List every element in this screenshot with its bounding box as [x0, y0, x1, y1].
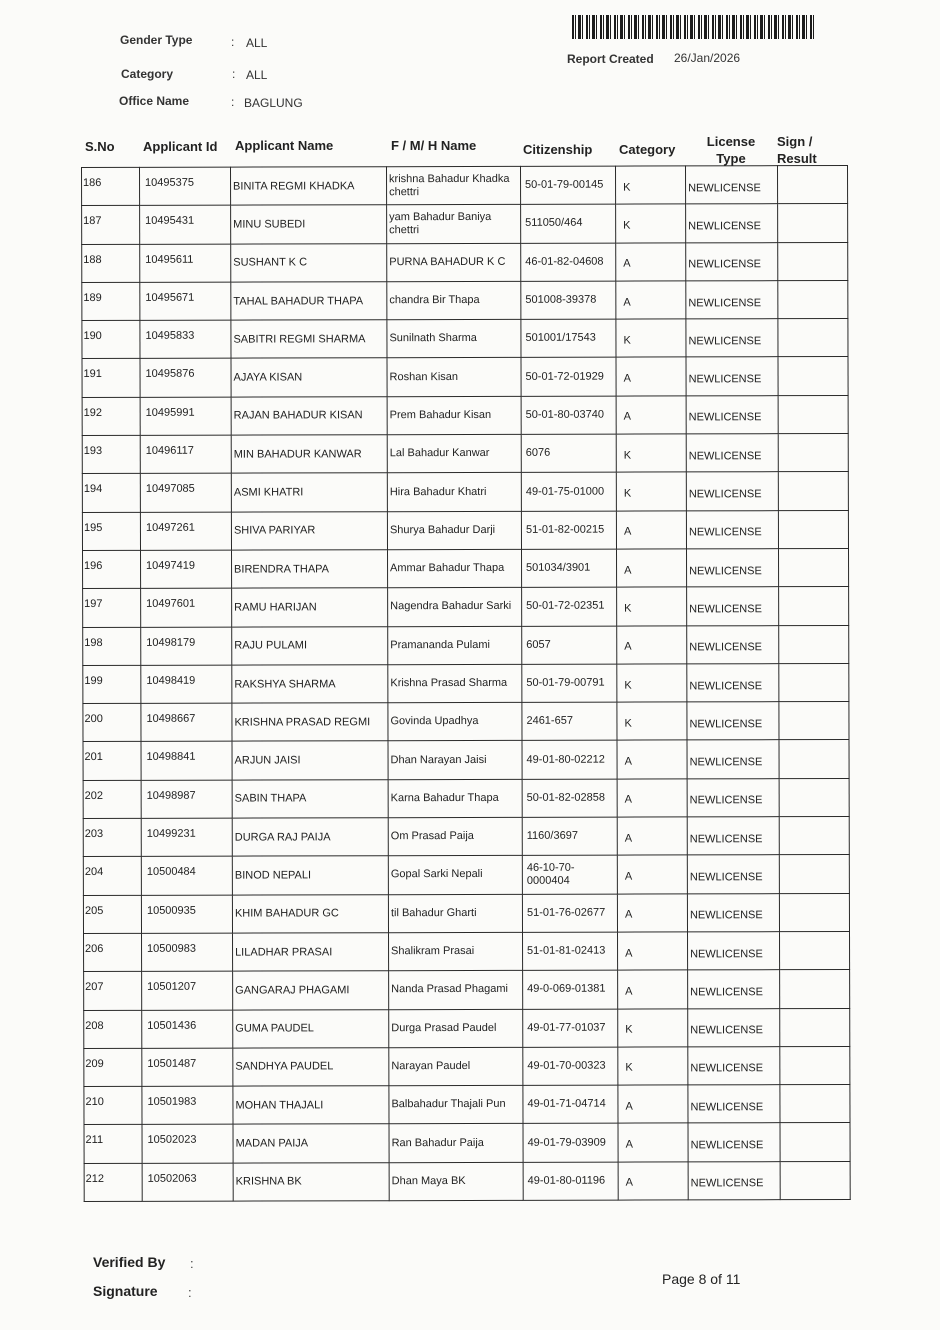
citizenship-cell: 46-10-70-0000404: [522, 855, 617, 894]
citizenship-cell: 46-01-82-04608: [521, 243, 616, 282]
table-row: [82, 434, 848, 474]
license-type-cell: NEWLICENSE: [688, 1047, 780, 1086]
license-type-cell: NEWLICENSE: [687, 740, 779, 779]
applicant-id-cell: 10497085: [140, 473, 231, 512]
sign-result-cell: [780, 970, 850, 1008]
sign-result-cell: [779, 625, 849, 663]
applicant-id-cell: 10499231: [141, 818, 232, 857]
applicant-id-cell: 10498419: [141, 665, 232, 704]
col-head-license-line2: Type: [716, 151, 746, 166]
fmh-name-cell: Ammar Bahadur Thapa: [388, 549, 522, 588]
fmh-name-cell: Prem Bahadur Kisan: [387, 396, 521, 435]
serial-number-cell: 188: [82, 244, 140, 282]
fmh-name-cell: Nanda Prasad Phagami: [389, 971, 523, 1010]
col-head-license-type: [700, 133, 762, 167]
applicant-name-cell: SUSHANT K C: [231, 243, 387, 282]
applicant-name-cell: GANGARAJ PHAGAMI: [233, 971, 389, 1010]
serial-number-cell: 206: [84, 933, 142, 971]
category-colon: :: [232, 67, 236, 81]
sign-result-cell: [780, 931, 850, 969]
table-row: [82, 204, 848, 244]
applicant-id-cell: 10495611: [140, 244, 231, 283]
office-name-colon: :: [231, 95, 235, 109]
applicant-name-cell: KRISHNA BK: [233, 1162, 389, 1201]
category-cell: A: [618, 1085, 688, 1123]
category-cell: A: [618, 970, 688, 1008]
sign-result-cell: [779, 778, 849, 816]
license-type-cell: NEWLICENSE: [686, 510, 778, 549]
license-type-cell: NEWLICENSE: [687, 664, 779, 703]
applicant-id-cell: 10498179: [141, 627, 232, 666]
fmh-name-cell: Dhan Narayan Jaisi: [388, 741, 522, 780]
category-cell: K: [617, 702, 687, 740]
category-cell: A: [616, 281, 686, 319]
license-type-cell: NEWLICENSE: [686, 204, 778, 243]
citizenship-cell: 50-01-72-01929: [521, 358, 616, 397]
fmh-name-cell: Nagendra Bahadur Sarki: [388, 588, 522, 627]
applicant-name-cell: MADAN PAIJA: [233, 1124, 389, 1163]
citizenship-cell: 50-01-72-02351: [522, 587, 617, 626]
gender-type-colon: :: [231, 35, 235, 49]
gender-type-value: ALL: [246, 36, 268, 50]
citizenship-cell: 51-01-82-00215: [521, 511, 616, 550]
fmh-name-cell: Dhan Maya BK: [389, 1162, 523, 1201]
applicant-name-cell: RAKSHYA SHARMA: [232, 665, 388, 704]
fmh-name-cell: chandra Bir Thapa: [387, 281, 521, 320]
serial-number-cell: 203: [83, 818, 141, 856]
fmh-name-cell: til Bahadur Gharti: [388, 894, 522, 933]
serial-number-cell: 186: [82, 167, 140, 205]
sign-result-cell: [780, 1085, 850, 1123]
applicant-table: [81, 165, 851, 1202]
fmh-name-cell: Karna Bahadur Thapa: [388, 779, 522, 818]
serial-number-cell: 202: [83, 780, 141, 818]
fmh-name-cell: Durga Prasad Paudel: [389, 1009, 523, 1048]
category-cell: A: [616, 357, 686, 395]
license-type-cell: NEWLICENSE: [686, 472, 778, 511]
serial-number-cell: 199: [83, 665, 141, 703]
table-row: [83, 893, 849, 933]
category-cell: A: [617, 817, 687, 855]
serial-number-cell: 207: [84, 972, 142, 1010]
category-cell: A: [616, 396, 686, 434]
table-row: [83, 663, 849, 703]
category-cell: K: [616, 204, 686, 242]
applicant-name-cell: MIN BAHADUR KANWAR: [231, 435, 387, 474]
applicant-id-cell: 10502063: [142, 1163, 233, 1202]
gender-type-label: Gender Type: [120, 33, 193, 47]
citizenship-cell: 49-01-75-01000: [521, 472, 616, 511]
citizenship-cell: 501034/3901: [522, 549, 617, 588]
license-type-cell: NEWLICENSE: [686, 242, 778, 281]
citizenship-cell: 6057: [522, 626, 617, 665]
license-type-cell: NEWLICENSE: [688, 932, 780, 971]
category-cell: K: [615, 166, 685, 204]
sign-result-cell: [780, 1161, 850, 1199]
serial-number-cell: 189: [82, 282, 140, 320]
sign-result-cell: [778, 510, 848, 548]
fmh-name-cell: Hira Bahadur Khatri: [387, 473, 521, 512]
citizenship-cell: 511050/464: [521, 204, 616, 243]
fmh-name-cell: Balbahadur Thajali Pun: [389, 1085, 523, 1124]
table-row: [84, 931, 850, 971]
citizenship-cell: 6076: [521, 434, 616, 473]
license-type-cell: NEWLICENSE: [688, 970, 780, 1009]
applicant-id-cell: 10501487: [142, 1048, 233, 1087]
fmh-name-cell: Shalikram Prasai: [389, 932, 523, 971]
table-row: [82, 510, 848, 550]
category-cell: A: [618, 1123, 688, 1161]
page-number: Page 8 of 11: [662, 1271, 741, 1287]
license-type-cell: NEWLICENSE: [687, 587, 779, 626]
sign-result-cell: [779, 702, 849, 740]
col-head-sign-line1: Sign /: [777, 134, 813, 149]
applicant-id-cell: 10501983: [142, 1086, 233, 1125]
license-type-cell: NEWLICENSE: [685, 166, 777, 205]
applicant-id-cell: 10497261: [140, 512, 231, 551]
license-type-cell: NEWLICENSE: [686, 319, 778, 358]
report-created-label: Report Created: [567, 52, 654, 66]
applicant-name-cell: KRISHNA PRASAD REGMI: [232, 703, 388, 742]
applicant-id-cell: 10498987: [141, 780, 232, 819]
serial-number-cell: 190: [82, 321, 140, 359]
license-type-cell: NEWLICENSE: [688, 1123, 780, 1162]
serial-number-cell: 196: [83, 550, 141, 588]
fmh-name-cell: Krishna Prasad Sharma: [388, 664, 522, 703]
category-cell: K: [616, 434, 686, 472]
sign-result-cell: [779, 663, 849, 701]
office-name-label: Office Name: [119, 94, 190, 108]
sign-result-cell: [777, 165, 847, 203]
applicant-id-cell: 10495991: [140, 397, 231, 436]
category-cell: K: [617, 664, 687, 702]
citizenship-cell: 51-01-81-02413: [523, 932, 618, 971]
table-row: [84, 1161, 850, 1201]
license-type-cell: NEWLICENSE: [687, 817, 779, 856]
fmh-name-cell: krishna Bahadur Khadka chettri: [387, 166, 521, 205]
license-type-cell: NEWLICENSE: [686, 281, 778, 320]
applicant-id-cell: 10495431: [140, 205, 231, 244]
license-type-cell: NEWLICENSE: [687, 549, 779, 588]
serial-number-cell: 210: [84, 1086, 142, 1124]
report-created-date: 26/Jan/2026: [674, 51, 741, 65]
sign-result-cell: [778, 395, 848, 433]
table-row: [82, 395, 848, 435]
fmh-name-cell: Ran Bahadur Paija: [389, 1124, 523, 1163]
applicant-name-cell: SABITRI REGMI SHARMA: [231, 320, 387, 359]
sign-result-cell: [780, 1008, 850, 1046]
table-row: [83, 625, 849, 665]
license-type-cell: NEWLICENSE: [687, 855, 779, 894]
category-cell: A: [617, 855, 687, 893]
license-type-cell: NEWLICENSE: [686, 395, 778, 434]
category-cell: K: [618, 1008, 688, 1046]
applicant-name-cell: BINITA REGMI KHADKA: [231, 167, 387, 206]
fmh-name-cell: Om Prasad Paija: [388, 817, 522, 856]
category-cell: A: [617, 549, 687, 587]
category-cell: A: [617, 625, 687, 663]
serial-number-cell: 187: [82, 206, 140, 244]
applicant-id-cell: 10500983: [142, 933, 233, 972]
applicant-name-cell: SANDHYA PAUDEL: [233, 1048, 389, 1087]
applicant-name-cell: KHIM BAHADUR GC: [232, 894, 388, 933]
applicant-id-cell: 10495375: [140, 167, 231, 206]
sign-result-cell: [780, 1046, 850, 1084]
fmh-name-cell: PURNA BAHADUR K C: [387, 243, 521, 282]
serial-number-cell: 205: [83, 895, 141, 933]
applicant-id-cell: 10502023: [142, 1125, 233, 1164]
col-head-sign-line2: Result: [777, 151, 817, 166]
fmh-name-cell: Pramananda Pulami: [388, 626, 522, 665]
table-row: [83, 548, 849, 588]
fmh-name-cell: Narayan Paudel: [389, 1047, 523, 1086]
applicant-name-cell: BIRENDRA THAPA: [232, 550, 388, 589]
license-type-cell: NEWLICENSE: [687, 625, 779, 664]
barcode: [572, 15, 815, 39]
sign-result-cell: [779, 855, 849, 893]
fmh-name-cell: Roshan Kisan: [387, 358, 521, 397]
applicant-id-cell: 10500935: [141, 895, 232, 934]
citizenship-cell: 49-01-80-01196: [523, 1162, 618, 1201]
category-cell: K: [616, 319, 686, 357]
table-row: [84, 1123, 850, 1163]
sign-result-cell: [779, 548, 849, 586]
applicant-id-cell: 10498841: [141, 742, 232, 781]
citizenship-cell: 51-01-76-02677: [522, 894, 617, 933]
table-row: [83, 740, 849, 780]
serial-number-cell: 195: [82, 512, 140, 550]
col-head-applicant-id: Applicant Id: [143, 139, 218, 154]
serial-number-cell: 193: [82, 435, 140, 473]
applicant-name-cell: TAHAL BAHADUR THAPA: [231, 282, 387, 321]
serial-number-cell: 198: [83, 627, 141, 665]
serial-number-cell: 209: [84, 1048, 142, 1086]
license-type-cell: NEWLICENSE: [688, 1085, 780, 1124]
sign-result-cell: [779, 817, 849, 855]
serial-number-cell: 208: [84, 1010, 142, 1048]
license-type-cell: NEWLICENSE: [687, 778, 779, 817]
sign-result-cell: [778, 357, 848, 395]
applicant-name-cell: AJAYA KISAN: [231, 358, 387, 397]
license-type-cell: NEWLICENSE: [688, 1008, 780, 1047]
citizenship-cell: 50-01-79-00791: [522, 664, 617, 703]
table-row: [84, 1008, 850, 1048]
table-row: [83, 817, 849, 857]
col-head-category: Category: [619, 142, 676, 157]
serial-number-cell: 204: [83, 857, 141, 895]
table-row: [84, 1085, 850, 1125]
serial-number-cell: 191: [82, 359, 140, 397]
applicant-id-cell: 10496117: [140, 435, 231, 474]
applicant-name-cell: RAJU PULAMI: [232, 626, 388, 665]
sign-result-cell: [778, 204, 848, 242]
office-name-value: BAGLUNG: [244, 96, 303, 110]
category-cell: A: [616, 243, 686, 281]
license-type-cell: NEWLICENSE: [688, 1161, 780, 1200]
citizenship-cell: 49-01-79-03909: [523, 1124, 618, 1163]
sign-result-cell: [778, 472, 848, 510]
table-row: [83, 587, 849, 627]
citizenship-cell: 50-01-80-03740: [521, 396, 616, 435]
serial-number-cell: 211: [84, 1125, 142, 1163]
sign-result-cell: [779, 893, 849, 931]
category-cell: K: [617, 587, 687, 625]
applicant-name-cell: SABIN THAPA: [232, 779, 388, 818]
license-type-cell: NEWLICENSE: [687, 702, 779, 741]
serial-number-cell: 201: [83, 742, 141, 780]
citizenship-cell: 49-01-70-00323: [523, 1047, 618, 1086]
sign-result-cell: [778, 242, 848, 280]
serial-number-cell: 212: [84, 1163, 142, 1201]
table-row: [82, 242, 848, 282]
table-row: [84, 1046, 850, 1086]
applicant-id-cell: 10498667: [141, 703, 232, 742]
category-cell: K: [616, 472, 686, 510]
applicant-id-cell: 10501207: [142, 971, 233, 1010]
sign-result-cell: [779, 740, 849, 778]
applicant-id-cell: 10495671: [140, 282, 231, 321]
table-row: [82, 280, 848, 320]
applicant-name-cell: RAJAN BAHADUR KISAN: [231, 396, 387, 435]
fmh-name-cell: yam Bahadur Baniya chettri: [387, 205, 521, 244]
table-row: [84, 970, 850, 1010]
applicant-id-cell: 10497601: [141, 588, 232, 627]
col-head-sno: S.No: [85, 139, 115, 154]
category-cell: A: [617, 740, 687, 778]
citizenship-cell: 49-0-069-01381: [523, 970, 618, 1009]
sign-result-cell: [778, 319, 848, 357]
applicant-name-cell: ARJUN JAISI: [232, 741, 388, 780]
applicant-id-cell: 10497419: [141, 550, 232, 589]
license-type-cell: NEWLICENSE: [687, 893, 779, 932]
applicant-name-cell: RAMU HARIJAN: [232, 588, 388, 627]
sign-result-cell: [778, 280, 848, 318]
serial-number-cell: 194: [82, 474, 140, 512]
category-value: ALL: [246, 68, 268, 82]
license-type-cell: NEWLICENSE: [686, 357, 778, 396]
applicant-name-cell: SHIVA PARIYAR: [231, 511, 387, 550]
signature-label: Signature: [93, 1283, 158, 1299]
col-head-sign-result: [777, 133, 817, 167]
applicant-id-cell: 10495833: [140, 320, 231, 359]
col-head-citizenship: Citizenship: [523, 142, 593, 157]
category-cell: A: [616, 511, 686, 549]
applicant-name-cell: BINOD NEPALI: [232, 856, 388, 895]
citizenship-cell: 49-01-71-04714: [523, 1085, 618, 1124]
citizenship-cell: 49-01-80-02212: [522, 741, 617, 780]
verified-by-label: Verified By: [93, 1254, 166, 1270]
citizenship-cell: 1160/3697: [522, 817, 617, 856]
fmh-name-cell: Shurya Bahadur Darji: [387, 511, 521, 550]
category-cell: K: [618, 1047, 688, 1085]
fmh-name-cell: Govinda Upadhya: [388, 703, 522, 742]
category-cell: A: [617, 779, 687, 817]
category-cell: A: [618, 932, 688, 970]
citizenship-cell: 2461-657: [522, 702, 617, 741]
citizenship-cell: 49-01-77-01037: [523, 1009, 618, 1048]
table-row: [82, 165, 848, 205]
fmh-name-cell: Sunilnath Sharma: [387, 320, 521, 359]
citizenship-cell: 501001/17543: [521, 319, 616, 358]
applicant-id-cell: 10495876: [140, 359, 231, 398]
citizenship-cell: 50-01-82-02858: [522, 779, 617, 818]
table-row: [82, 357, 848, 397]
applicant-name-cell: MINU SUBEDI: [231, 205, 387, 244]
applicant-id-cell: 10501436: [142, 1010, 233, 1049]
serial-number-cell: 192: [82, 397, 140, 435]
applicant-id-cell: 10500484: [141, 856, 232, 895]
table-row: [83, 855, 849, 895]
table-row: [83, 702, 849, 742]
table-row: [83, 778, 849, 818]
serial-number-cell: 197: [83, 589, 141, 627]
sign-result-cell: [778, 434, 848, 472]
citizenship-cell: 50-01-79-00145: [520, 166, 615, 205]
applicant-name-cell: GUMA PAUDEL: [233, 1009, 389, 1048]
col-head-license-line1: License: [706, 134, 756, 149]
sign-result-cell: [779, 587, 849, 625]
applicant-name-cell: MOHAN THAJALI: [233, 1086, 389, 1125]
col-head-applicant-name: Applicant Name: [235, 138, 334, 153]
col-head-fmh-name: F / M/ H Name: [391, 138, 477, 153]
category-cell: A: [617, 894, 687, 932]
citizenship-cell: 501008-39378: [521, 281, 616, 320]
table-row: [82, 472, 848, 512]
sign-result-cell: [780, 1123, 850, 1161]
applicant-name-cell: LILADHAR PRASAI: [233, 933, 389, 972]
signature-colon: :: [188, 1285, 192, 1300]
fmh-name-cell: Gopal Sarki Nepali: [388, 856, 522, 895]
applicant-name-cell: ASMI KHATRI: [231, 473, 387, 512]
fmh-name-cell: Lal Bahadur Kanwar: [387, 434, 521, 473]
license-type-cell: NEWLICENSE: [686, 434, 778, 473]
category-label: Category: [121, 67, 174, 81]
applicant-name-cell: DURGA RAJ PAIJA: [232, 818, 388, 857]
category-cell: A: [618, 1162, 688, 1200]
verified-by-colon: :: [190, 1256, 194, 1271]
table-row: [82, 319, 848, 359]
serial-number-cell: 200: [83, 704, 141, 742]
